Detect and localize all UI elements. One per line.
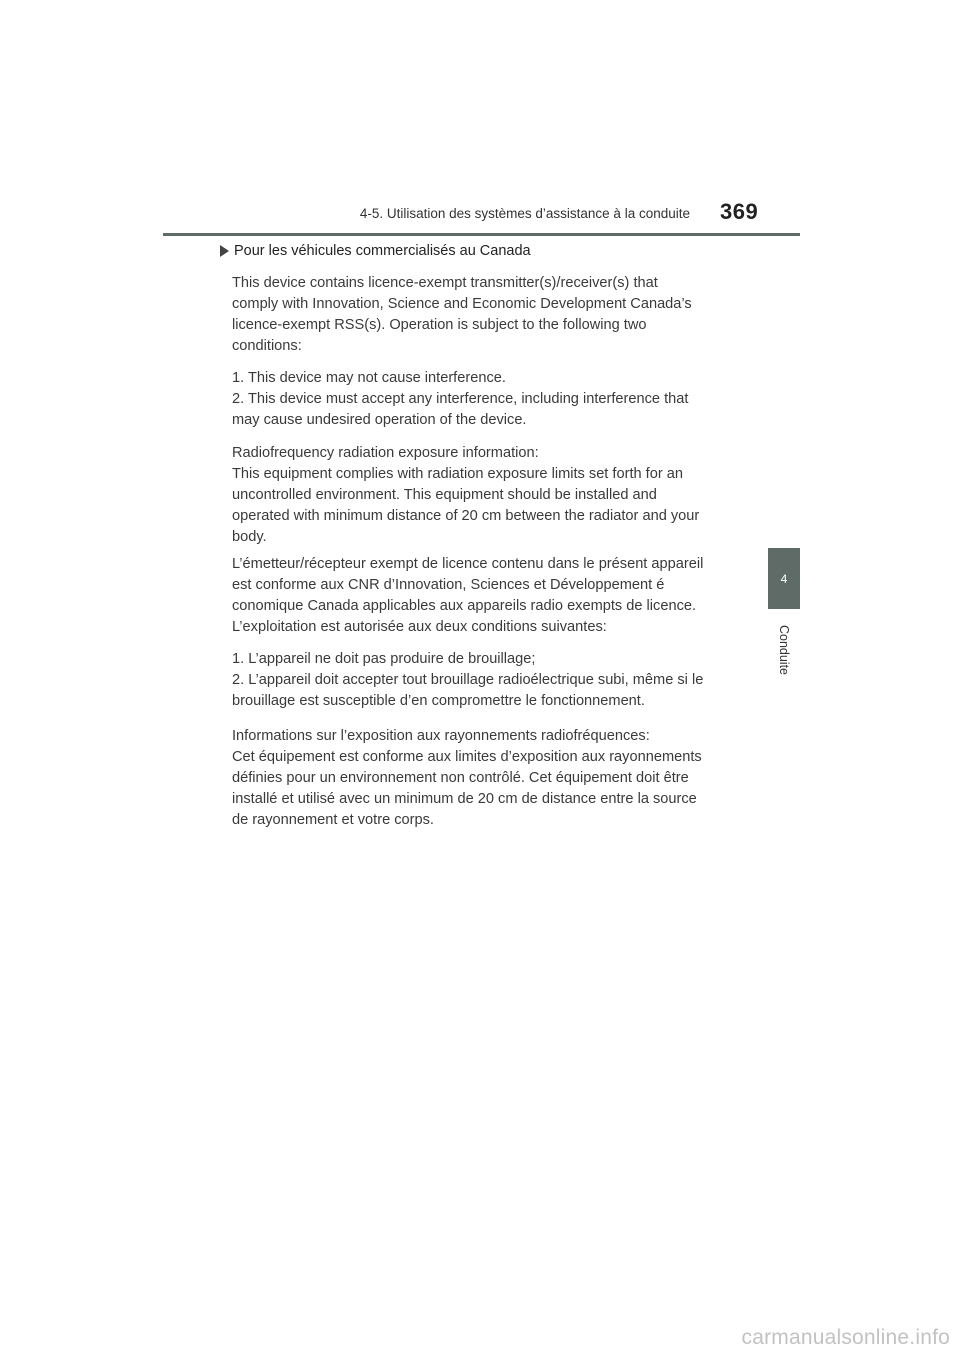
header-divider xyxy=(163,233,800,236)
paragraph-licence-exempt-en: This device contains licence-exempt transmitter(s)/receiver(s) that comply with Innovation, Science and Economic Development Canada’s licence-exempt RSS(s). Operation is subject to the following two conditions: xyxy=(232,275,692,354)
subheading xyxy=(220,241,531,261)
section-title: 4-5. Utilisation des systèmes d’assistance à la conduite xyxy=(359,206,690,221)
watermark: carmanualsonline.info xyxy=(741,1326,950,1349)
paragraph-licence-exempt-fr: L’émetteur/récepteur exempt de licence contenu dans le présent appareil est conforme aux CNR d’Innovation, Sciences et Développement é conomique Canada applicables aux appareils radio exempts de licence. L’exploitation est autorisée aux deux conditions suivantes: xyxy=(232,556,704,635)
chapter-label-container xyxy=(770,620,798,680)
chapter-number: 4 xyxy=(780,571,788,586)
paragraph-conditions-fr: 1. L’appareil ne doit pas produire de brouillage; 2. L’appareil doit accepter tout brouillage radioélectrique subi, même si le brouillage est susceptible d’en compromettre le fonctionnement. xyxy=(232,651,704,709)
paragraph-conditions-en: 1. This device may not cause interference. 2. This device must accept any interference, including interference that may cause undesired operation of the device. xyxy=(232,370,689,428)
paragraph-radiation-en: Radiofrequency radiation exposure information: This equipment complies with radiation exposure limits set forth for an uncontrolled environment. This equipment should be installed and operated with minimum distance of 20 cm between the radiator and your body. xyxy=(232,445,700,545)
page-number: 369 xyxy=(720,199,759,224)
triangle-bullet-icon xyxy=(220,245,229,257)
subheading-text: Pour les véhicules commercialisés au Canada xyxy=(234,243,531,259)
chapter-label: Conduite xyxy=(777,624,792,676)
paragraph-radiation-fr: Informations sur l’exposition aux rayonnements radiofréquences: Cet équipement est conforme aux limites d’exposition aux rayonnements définies pour un environnement non contrôlé. Cet équipement doit être installé et utilisé avec un minimum de 20 cm de distance entre la source de rayonnement et votre corps. xyxy=(232,728,702,828)
chapter-tab xyxy=(768,548,800,609)
